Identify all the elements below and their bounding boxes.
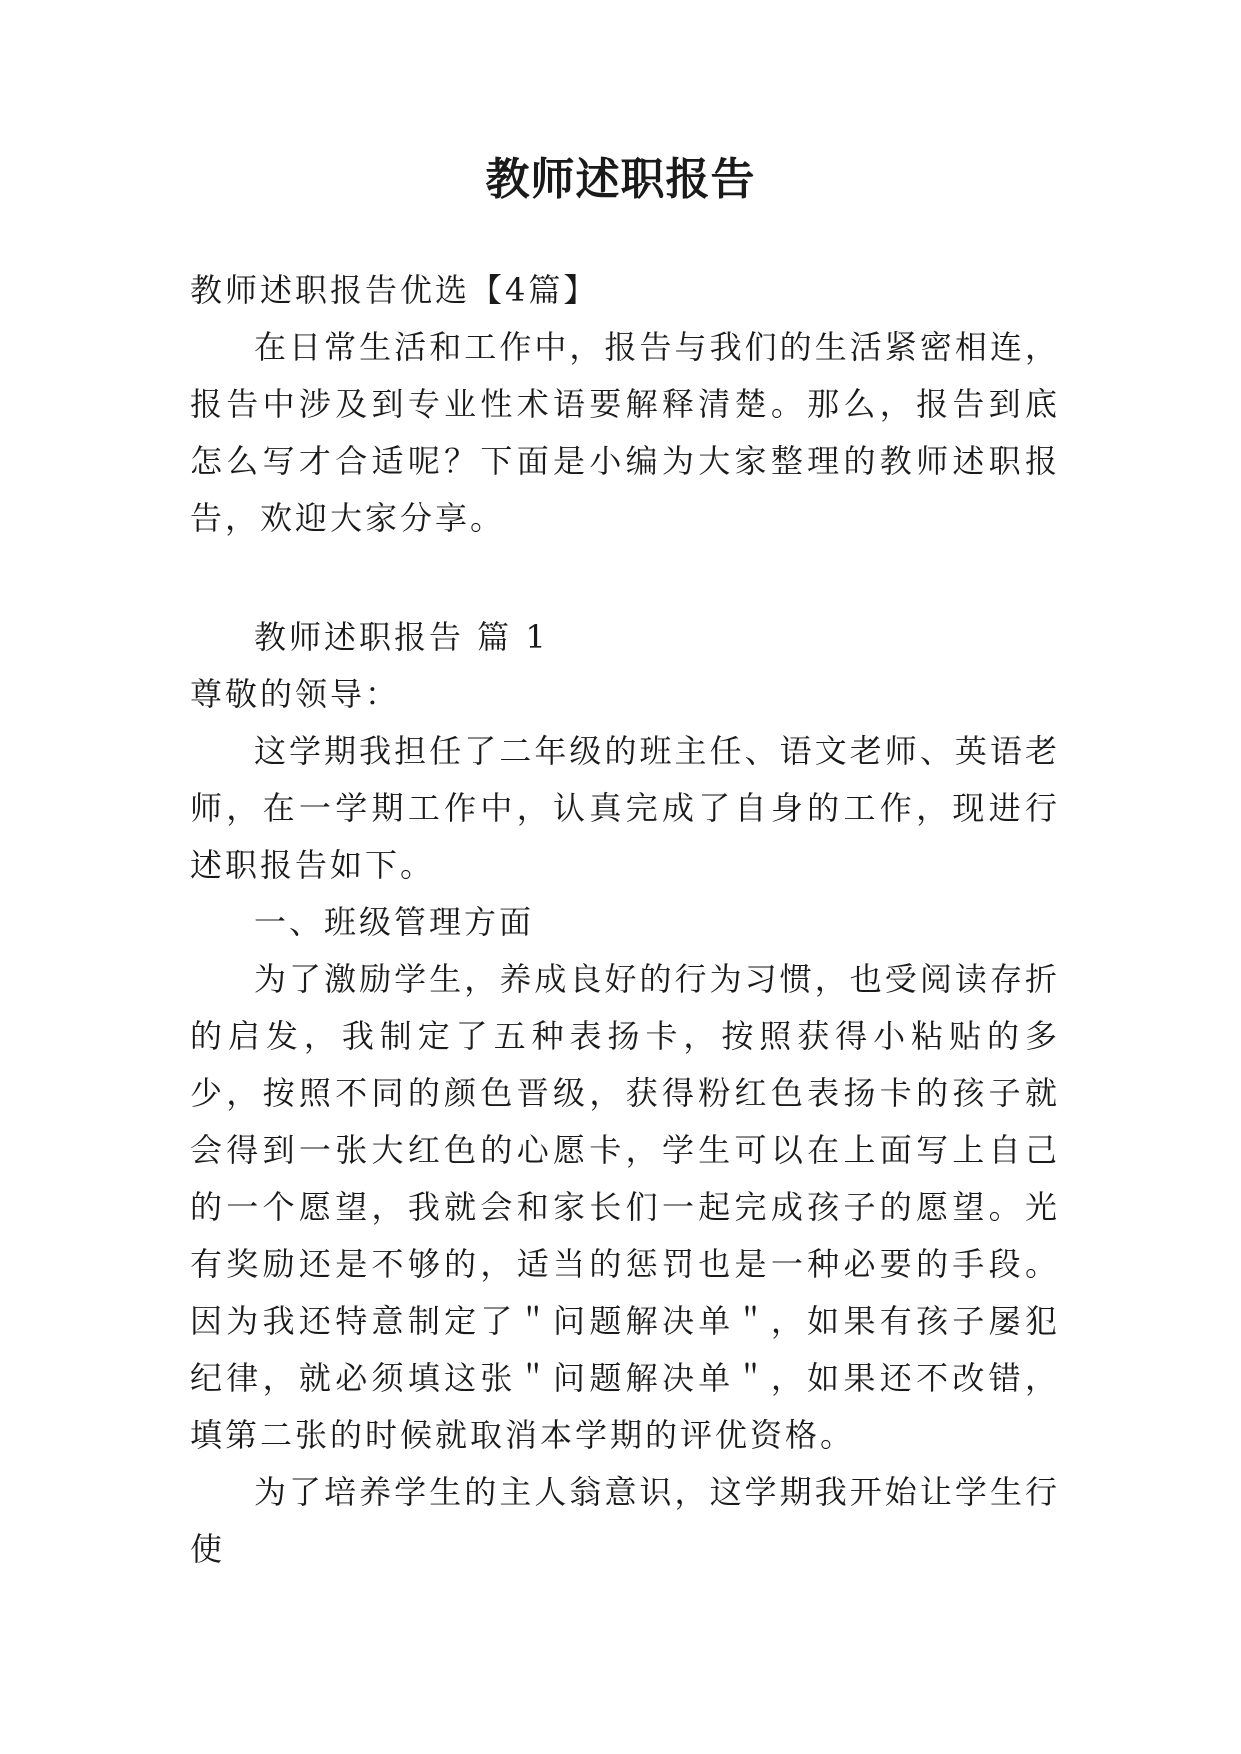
body-paragraph: 这学期我担任了二年级的班主任、语文老师、英语老师，在一学期工作中，认真完成了自身的工作，现进行述职报告如下。 [190, 732, 1060, 884]
document-title: 教师述职报告 [485, 154, 756, 205]
document-body [190, 262, 1060, 1578]
body-paragraph: 为了激励学生，养成良好的行为习惯，也受阅读存折的启发，我制定了五种表扬卡，按照获得小粘贴的多少，按照不同的颜色晋级，获得粉红色表扬卡的孩子就会得到一张大红色的心愿卡，学生可以在上面写上自己的一个愿望，我就会和家长们一起完成孩子的愿望。光有奖励还是不够的，适当的惩罚也是一种必要的手段。因为我还特意制定了＂问题解决单＂，如果有孩子屡犯纪律，就必须填这张＂问题解决单＂，如果还不改错，填第二张的时候就取消本学期的评优资格。 [190, 960, 1060, 1454]
intro-paragraph: 在日常生活和工作中，报告与我们的生活紧密相连，报告中涉及到专业性术语要解释清楚。那么，报告到底怎么写才合适呢？下面是小编为大家整理的教师述职报告，欢迎大家分享。 [190, 328, 1060, 537]
section-heading: 一、班级管理方面 [254, 903, 535, 941]
document-subtitle: 教师述职报告优选【4篇】 [190, 271, 599, 309]
section-title: 教师述职报告 篇 1 [254, 618, 549, 656]
salutation: 尊敬的领导： [190, 675, 401, 713]
body-paragraph: 为了培养学生的主人翁意识，这学期我开始让学生行使 [190, 1473, 1060, 1568]
